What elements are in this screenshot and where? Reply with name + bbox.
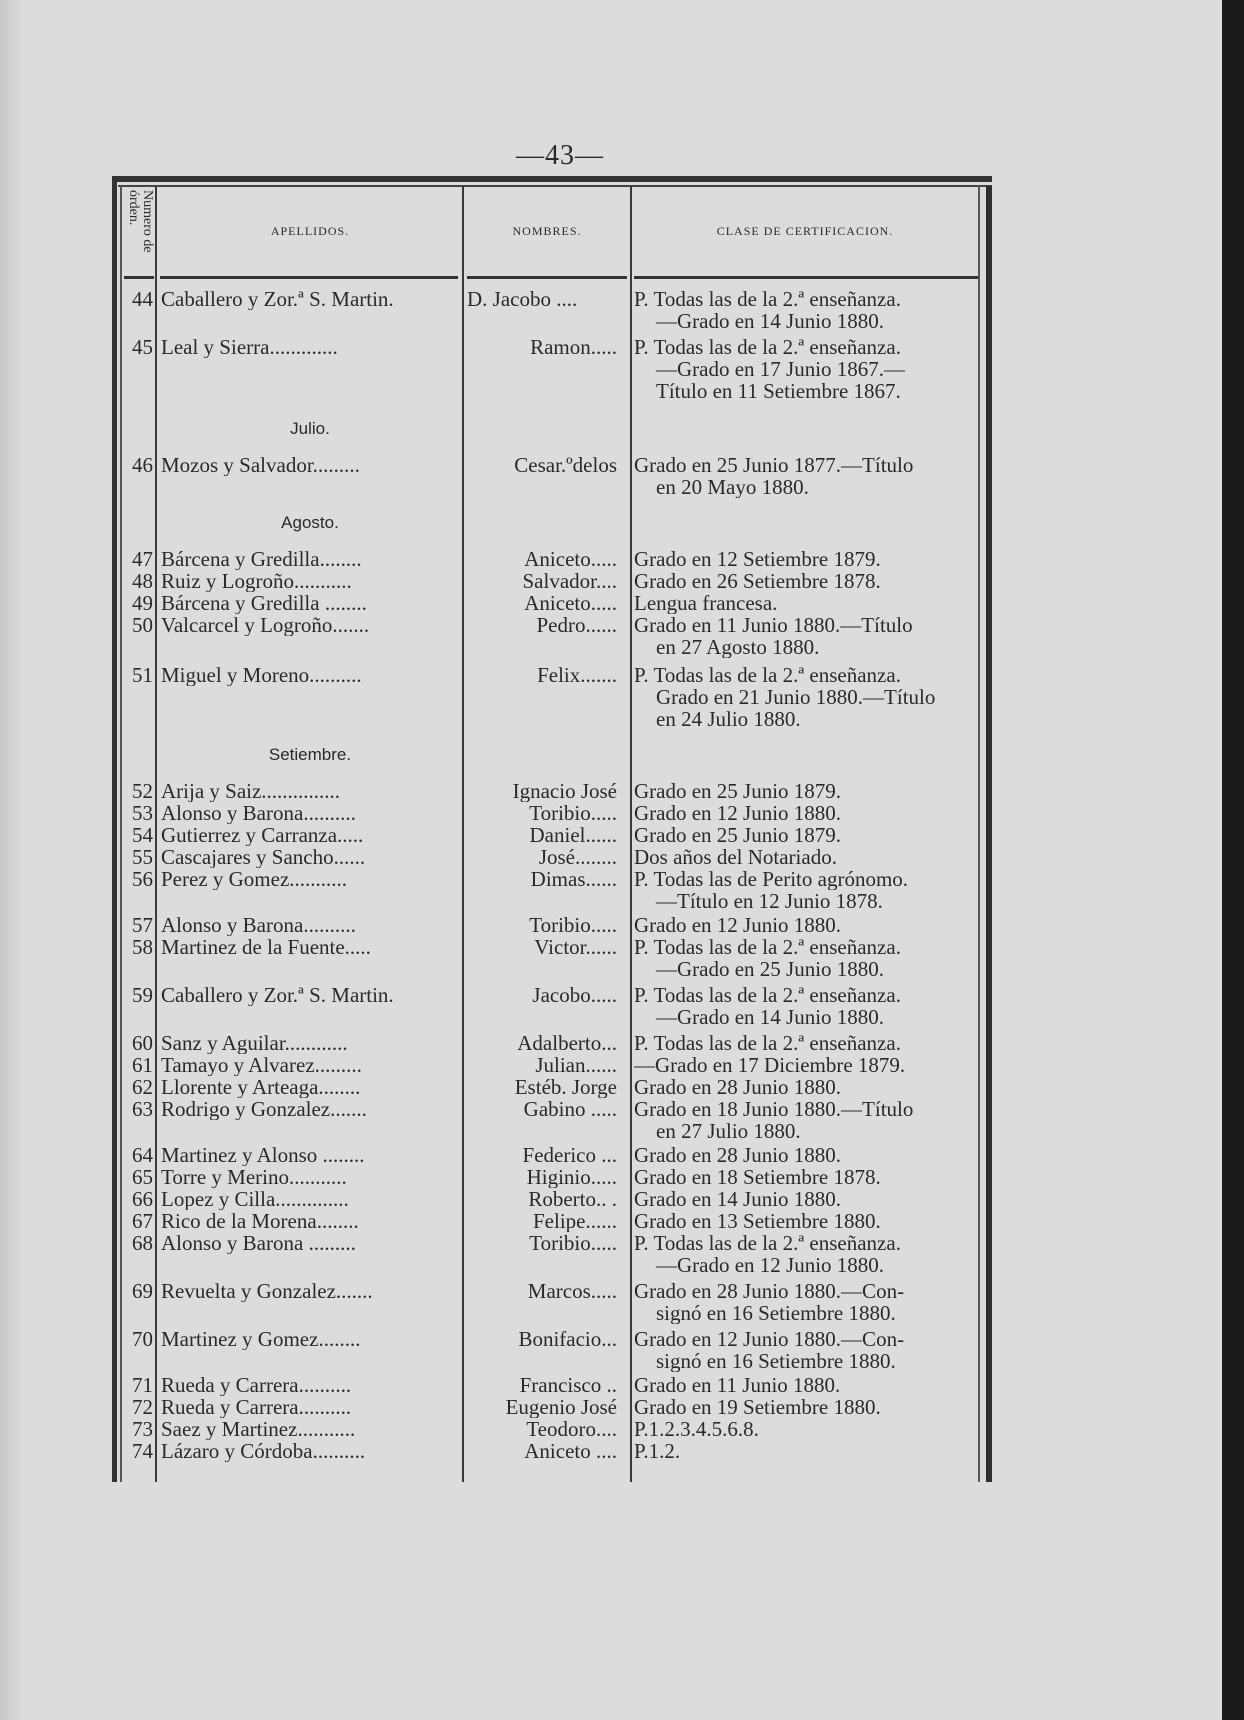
- clase-line: Grado en 14 Junio 1880.: [634, 1188, 842, 1210]
- row-nombres: Ramon.....: [530, 336, 617, 358]
- row-nombres: Teodoro....: [526, 1418, 617, 1440]
- row-nombres: Cesar.ºdelos: [514, 454, 617, 476]
- row-number: 53: [132, 801, 153, 825]
- row-apellidos: Alonso y Barona .........: [161, 1232, 356, 1254]
- row-clase-certificacion: [634, 824, 980, 846]
- clase-line: P. Todas las de Perito agrónomo.: [634, 868, 909, 890]
- table-row: [112, 1374, 992, 1396]
- header-rule-apellidos: [160, 276, 458, 279]
- clase-continuation-line: signó en 16 Setiembre 1880.: [656, 1302, 896, 1324]
- row-clase-certificacion: [634, 846, 980, 868]
- table-row: [112, 1144, 992, 1166]
- row-nombres: Roberto.. .: [528, 1188, 617, 1210]
- table-row: [112, 1440, 992, 1462]
- clase-line: P. Todas las de la 2.ª enseñanza.: [634, 1232, 901, 1254]
- clase-line: P. Todas las de la 2.ª enseñanza.: [634, 984, 901, 1006]
- row-clase-certificacion: [634, 1098, 980, 1142]
- row-clase-certificacion: [634, 1328, 980, 1372]
- row-clase-certificacion: [634, 914, 980, 936]
- row-number: 46: [132, 453, 153, 477]
- row-apellidos: Gutierrez y Carranza.....: [161, 824, 364, 846]
- row-clase-certificacion: [634, 1440, 980, 1462]
- clase-line: Grado en 28 Junio 1880.: [634, 1144, 842, 1166]
- row-nombres: Estéb. Jorge: [514, 1076, 617, 1098]
- row-number: 58: [132, 935, 153, 959]
- row-nombres: Dimas......: [530, 868, 617, 890]
- row-apellidos: Rueda y Carrera..........: [161, 1396, 352, 1418]
- header-apellidos: APELLIDOS.: [270, 224, 350, 238]
- header-rule-clase: [634, 276, 978, 279]
- row-apellidos: Rico de la Morena........: [161, 1210, 359, 1232]
- row-nombres: Bonifacio...: [518, 1328, 617, 1350]
- table-row: [112, 1032, 992, 1054]
- clase-line: Grado en 25 Junio 1879.: [634, 824, 842, 846]
- table-row: [112, 1054, 992, 1076]
- month-heading-julio: Julio.: [290, 419, 330, 438]
- clase-line: Grado en 11 Junio 1880.: [634, 1374, 841, 1396]
- row-nombres: José........: [538, 846, 617, 868]
- row-nombres: Adalberto...: [517, 1032, 617, 1054]
- row-apellidos: Alonso y Barona..........: [161, 914, 356, 936]
- table-row: [112, 1098, 992, 1142]
- clase-continuation-line: en 27 Julio 1880.: [656, 1120, 801, 1142]
- row-apellidos: Caballero y Zor.ª S. Martin.: [161, 288, 394, 310]
- row-nombres: Victor......: [534, 936, 617, 958]
- table-row: [112, 1396, 992, 1418]
- row-number: 65: [132, 1165, 153, 1189]
- row-apellidos: Alonso y Barona..........: [161, 802, 356, 824]
- row-number: 73: [132, 1417, 153, 1441]
- row-number: 66: [132, 1187, 153, 1211]
- row-clase-certificacion: [634, 288, 980, 332]
- row-number: 50: [132, 613, 153, 637]
- row-nombres: D. Jacobo ....: [467, 288, 578, 310]
- table-row: [112, 802, 992, 824]
- table-row: [112, 592, 992, 614]
- row-nombres: Felipe......: [533, 1210, 617, 1232]
- row-apellidos: Martinez y Gomez........: [161, 1328, 361, 1350]
- table-row: [112, 1076, 992, 1098]
- row-apellidos: Bárcena y Gredilla ........: [161, 592, 367, 614]
- row-nombres: Aniceto.....: [524, 592, 617, 614]
- clase-line: P.1.2.3.4.5.6.8.: [634, 1418, 759, 1440]
- table-row: [112, 1280, 992, 1324]
- row-apellidos: Lopez y Cilla..............: [161, 1188, 349, 1210]
- row-nombres: Julian......: [535, 1054, 617, 1076]
- row-clase-certificacion: [634, 868, 980, 912]
- row-nombres: Toribio.....: [529, 802, 617, 824]
- row-apellidos: Llorente y Arteaga........: [161, 1076, 361, 1098]
- table-row: [112, 336, 992, 402]
- row-clase-certificacion: [634, 1144, 980, 1166]
- row-number: 62: [132, 1075, 153, 1099]
- clase-line: Grado en 11 Junio 1880.—Título: [634, 614, 913, 636]
- row-nombres: Higinio.....: [526, 1166, 617, 1188]
- row-apellidos: Saez y Martinez...........: [161, 1418, 356, 1440]
- row-nombres: Toribio.....: [529, 1232, 617, 1254]
- row-nombres: Aniceto.....: [524, 548, 617, 570]
- row-clase-certificacion: [634, 592, 980, 614]
- row-number: 49: [132, 591, 153, 615]
- month-heading-setiembre: Setiembre.: [268, 745, 352, 764]
- clase-continuation-line: —Grado en 12 Junio 1880.: [656, 1254, 885, 1276]
- clase-line: P. Todas las de la 2.ª enseñanza.: [634, 664, 901, 686]
- clase-continuation-line: en 27 Agosto 1880.: [656, 636, 820, 658]
- header-rule-numero: [124, 276, 154, 279]
- clase-line: P.1.2.: [634, 1440, 681, 1462]
- clase-line: Grado en 25 Junio 1879.: [634, 780, 842, 802]
- row-number: 61: [132, 1053, 153, 1077]
- row-clase-certificacion: [634, 1032, 980, 1054]
- row-clase-certificacion: [634, 1188, 980, 1210]
- row-number: 56: [132, 867, 153, 891]
- row-clase-certificacion: [634, 1210, 980, 1232]
- table-row: [112, 984, 992, 1028]
- row-number: 63: [132, 1097, 153, 1121]
- clase-continuation-line: signó en 16 Setiembre 1880.: [656, 1350, 896, 1372]
- clase-line: Grado en 25 Junio 1877.—Título: [634, 454, 914, 476]
- row-number: 60: [132, 1031, 153, 1055]
- row-apellidos: Sanz y Aguilar............: [161, 1032, 348, 1054]
- row-clase-certificacion: [634, 1280, 980, 1324]
- row-apellidos: Revuelta y Gonzalez.......: [161, 1280, 373, 1302]
- row-number: 44: [132, 287, 153, 311]
- row-number: 68: [132, 1231, 153, 1255]
- row-nombres: Felix.......: [537, 664, 617, 686]
- clase-line: Grado en 26 Setiembre 1878.: [634, 570, 881, 592]
- row-number: 70: [132, 1327, 153, 1351]
- table-row: [112, 1210, 992, 1232]
- table-row: [112, 936, 992, 980]
- clase-line: Grado en 12 Junio 1880.—Con-: [634, 1328, 905, 1350]
- table-row: [112, 824, 992, 846]
- clase-line: Grado en 13 Setiembre 1880.: [634, 1210, 881, 1232]
- clase-line: Grado en 18 Setiembre 1878.: [634, 1166, 881, 1188]
- clase-line: Lengua francesa.: [634, 592, 778, 614]
- row-clase-certificacion: [634, 1054, 980, 1076]
- row-number: 67: [132, 1209, 153, 1233]
- row-nombres: Federico ...: [522, 1144, 617, 1166]
- header-numero-de-orden: Numero de órden.: [126, 190, 155, 253]
- row-clase-certificacion: [634, 570, 980, 592]
- row-nombres: Ignacio José: [512, 780, 617, 802]
- row-clase-certificacion: [634, 984, 980, 1028]
- row-apellidos: Mozos y Salvador.........: [161, 454, 360, 476]
- header-rule-nombres: [467, 276, 627, 279]
- clase-continuation-line: Grado en 21 Junio 1880.—Título: [656, 686, 936, 708]
- row-apellidos: Leal y Sierra.............: [161, 336, 338, 358]
- page-gutter-shadow: [0, 0, 22, 1720]
- clase-continuation-line: —Grado en 14 Junio 1880.: [656, 310, 885, 332]
- table-row: [112, 288, 992, 332]
- clase-continuation-line: en 20 Mayo 1880.: [656, 476, 809, 498]
- row-nombres: Francisco ..: [519, 1374, 617, 1396]
- clase-line: Grado en 12 Setiembre 1879.: [634, 548, 881, 570]
- row-apellidos: Perez y Gomez...........: [161, 868, 348, 890]
- clase-line: Dos años del Notariado.: [634, 846, 837, 868]
- clase-line: —Grado en 17 Diciembre 1879.: [634, 1054, 906, 1076]
- header-clase-de-certificacion: CLASE DE CERTIFICACION.: [716, 224, 894, 238]
- row-clase-certificacion: [634, 664, 980, 730]
- table-row: [112, 846, 992, 868]
- row-apellidos: Valcarcel y Logroño.......: [161, 614, 370, 636]
- table-row: [112, 868, 992, 912]
- row-clase-certificacion: [634, 548, 980, 570]
- row-number: 71: [132, 1373, 153, 1397]
- row-clase-certificacion: [634, 614, 980, 658]
- table-row: [112, 1418, 992, 1440]
- row-nombres: Gabino .....: [523, 1098, 617, 1120]
- row-number: 51: [132, 663, 153, 687]
- row-number: 64: [132, 1143, 153, 1167]
- row-clase-certificacion: [634, 336, 980, 402]
- clase-line: Grado en 28 Junio 1880.—Con-: [634, 1280, 905, 1302]
- table-row: [112, 914, 992, 936]
- clase-line: Grado en 28 Junio 1880.: [634, 1076, 842, 1098]
- clase-continuation-line: Título en 11 Setiembre 1867.: [656, 380, 901, 402]
- clase-line: P. Todas las de la 2.ª enseñanza.: [634, 288, 901, 310]
- row-clase-certificacion: [634, 1076, 980, 1098]
- table-border-top: [112, 176, 992, 182]
- clase-continuation-line: —Grado en 17 Junio 1867.—: [656, 358, 906, 380]
- table-row: [112, 664, 992, 730]
- clase-line: Grado en 19 Setiembre 1880.: [634, 1396, 881, 1418]
- table-row: [112, 1188, 992, 1210]
- clase-continuation-line: —Grado en 14 Junio 1880.: [656, 1006, 885, 1028]
- row-number: 45: [132, 335, 153, 359]
- row-number: 55: [132, 845, 153, 869]
- row-apellidos: Cascajares y Sancho......: [161, 846, 366, 868]
- row-apellidos: Rueda y Carrera..........: [161, 1374, 352, 1396]
- clase-line: P. Todas las de la 2.ª enseñanza.: [634, 936, 901, 958]
- row-number: 57: [132, 913, 153, 937]
- row-number: 74: [132, 1439, 153, 1463]
- row-clase-certificacion: [634, 780, 980, 802]
- clase-line: Grado en 12 Junio 1880.: [634, 802, 842, 824]
- row-number: 69: [132, 1279, 153, 1303]
- row-apellidos: Caballero y Zor.ª S. Martin.: [161, 984, 394, 1006]
- row-apellidos: Tamayo y Alvarez.........: [161, 1054, 362, 1076]
- row-apellidos: Lázaro y Córdoba..........: [161, 1440, 366, 1462]
- row-clase-certificacion: [634, 1396, 980, 1418]
- row-apellidos: Bárcena y Gredilla........: [161, 548, 362, 570]
- row-apellidos: Martinez y Alonso ........: [161, 1144, 365, 1166]
- row-clase-certificacion: [634, 454, 980, 498]
- table-row: [112, 1166, 992, 1188]
- row-clase-certificacion: [634, 1232, 980, 1276]
- row-apellidos: Rodrigo y Gonzalez.......: [161, 1098, 367, 1120]
- table-row: [112, 454, 992, 498]
- row-clase-certificacion: [634, 1374, 980, 1396]
- month-heading-agosto: Agosto.: [281, 513, 339, 532]
- row-apellidos: Ruiz y Logroño...........: [161, 570, 352, 592]
- row-nombres: Pedro......: [536, 614, 617, 636]
- table-border-top-inner: [118, 185, 992, 187]
- row-nombres: Aniceto ....: [524, 1440, 617, 1462]
- clase-continuation-line: en 24 Julio 1880.: [656, 708, 801, 730]
- certification-table: [112, 176, 992, 1482]
- row-apellidos: Martinez de la Fuente.....: [161, 936, 371, 958]
- clase-line: P. Todas las de la 2.ª enseñanza.: [634, 1032, 901, 1054]
- row-number: 47: [132, 547, 153, 571]
- table-row: [112, 548, 992, 570]
- row-number: 54: [132, 823, 153, 847]
- row-nombres: Daniel......: [529, 824, 617, 846]
- table-row: [112, 780, 992, 802]
- clase-line: Grado en 18 Junio 1880.—Título: [634, 1098, 914, 1120]
- row-apellidos: Arija y Saiz...............: [161, 780, 341, 802]
- row-nombres: Salvador....: [522, 570, 617, 592]
- row-clase-certificacion: [634, 1418, 980, 1440]
- row-clase-certificacion: [634, 936, 980, 980]
- clase-continuation-line: —Grado en 25 Junio 1880.: [656, 958, 885, 980]
- row-number: 72: [132, 1395, 153, 1419]
- clase-continuation-line: —Título en 12 Junio 1878.: [656, 890, 883, 912]
- row-nombres: Marcos.....: [527, 1280, 617, 1302]
- page-number: —43—: [516, 140, 604, 171]
- row-clase-certificacion: [634, 802, 980, 824]
- row-apellidos: Torre y Merino...........: [161, 1166, 347, 1188]
- row-number: 59: [132, 983, 153, 1007]
- row-nombres: Jacobo.....: [532, 984, 617, 1006]
- table-row: [112, 1328, 992, 1372]
- table-row: [112, 570, 992, 592]
- row-number: 48: [132, 569, 153, 593]
- row-apellidos: Miguel y Moreno..........: [161, 664, 362, 686]
- table-row: [112, 614, 992, 658]
- row-nombres: Toribio.....: [529, 914, 617, 936]
- row-clase-certificacion: [634, 1166, 980, 1188]
- clase-line: P. Todas las de la 2.ª enseñanza.: [634, 336, 901, 358]
- table-row: [112, 1232, 992, 1276]
- row-number: 52: [132, 779, 153, 803]
- header-nombres: NOMBRES.: [512, 224, 582, 238]
- row-nombres: Eugenio José: [505, 1396, 617, 1418]
- clase-line: Grado en 12 Junio 1880.: [634, 914, 842, 936]
